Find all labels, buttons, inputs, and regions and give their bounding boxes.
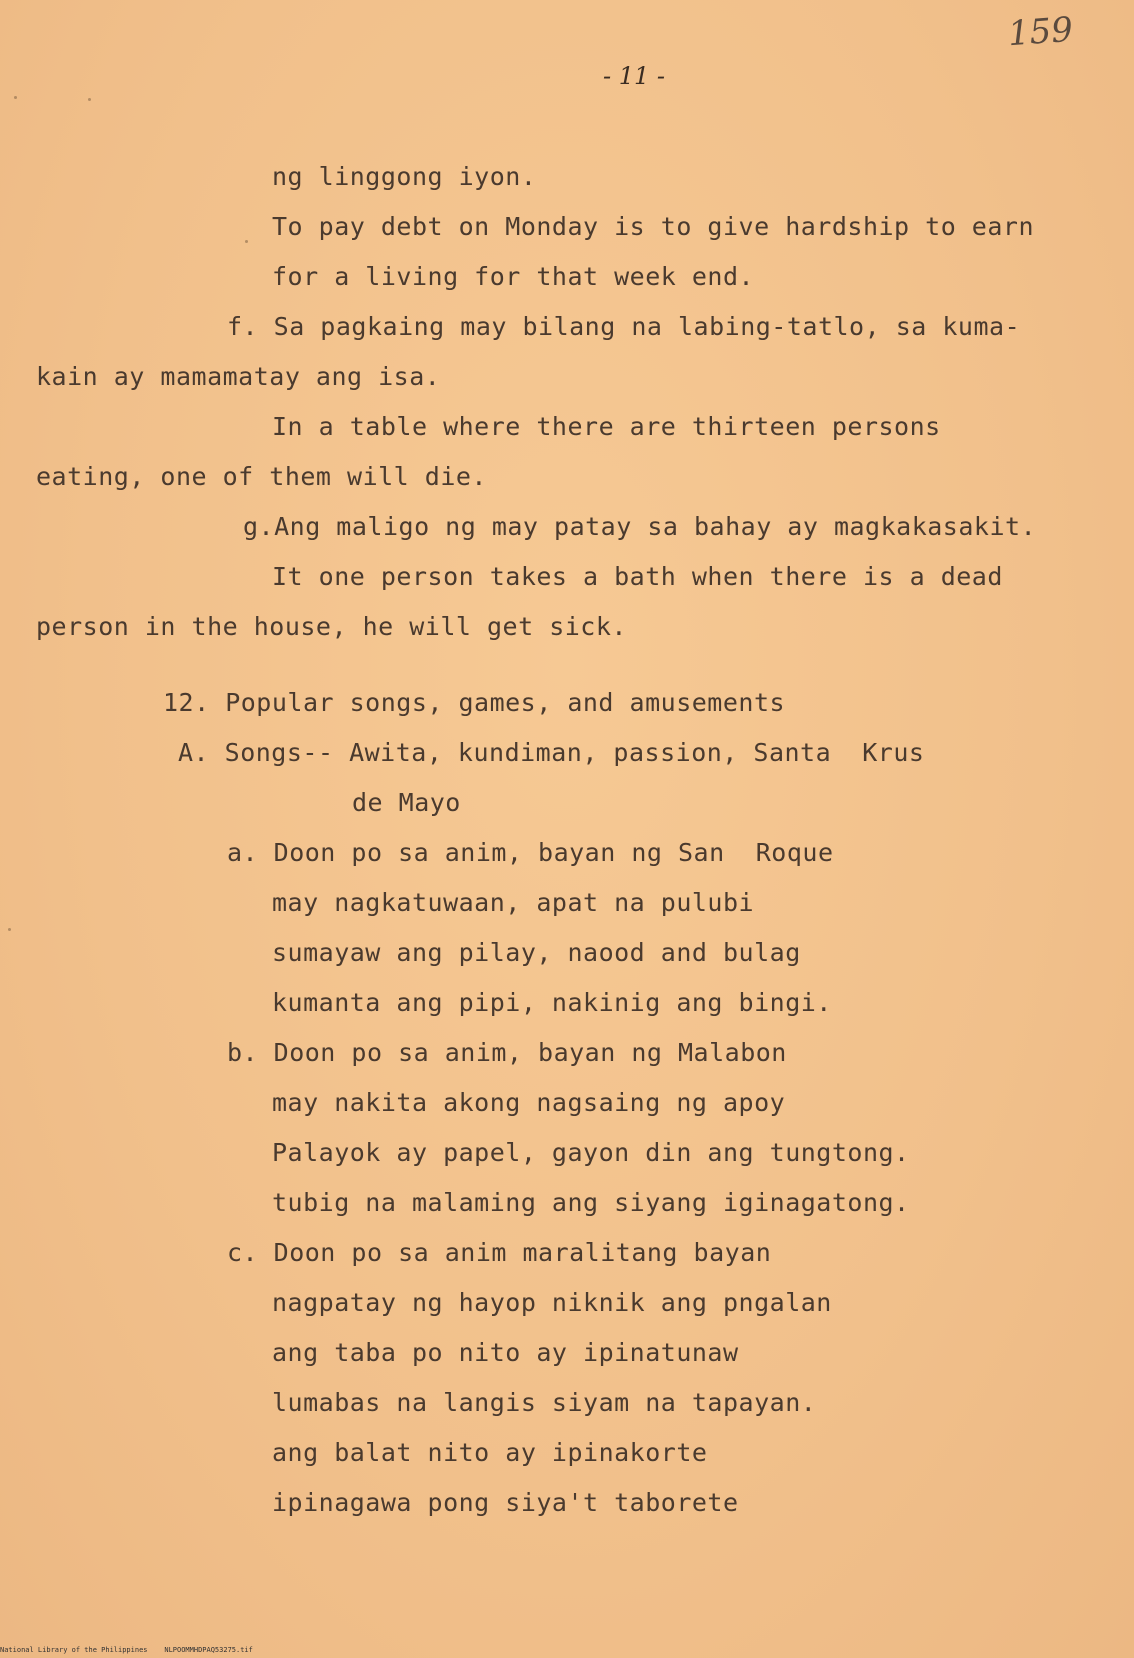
text-line: sumayaw ang pilay, naood and bulag <box>272 938 801 967</box>
text-line: b. Doon po sa anim, bayan ng Malabon <box>227 1038 787 1067</box>
text-line: ipinagawa pong siya't taborete <box>272 1488 739 1517</box>
paper-speck <box>14 96 17 99</box>
text-line: g.Ang maligo ng may patay sa bahay ay magkakasakit. <box>243 512 1037 541</box>
text-line: person in the house, he will get sick. <box>36 612 627 641</box>
text-line: Palayok ay papel, gayon din ang tungtong. <box>272 1138 910 1167</box>
paper-speck <box>88 98 91 101</box>
text-line: kain ay mamamatay ang isa. <box>36 362 441 391</box>
text-line: may nakita akong nagsaing ng apoy <box>272 1088 786 1117</box>
section-heading: 12. Popular songs, games, and amusements <box>163 688 786 717</box>
text-line: f. Sa pagkaing may bilang na labing-tatlo, sa kuma- <box>227 312 1021 341</box>
page-number: - 11 - <box>603 62 666 90</box>
paper-speck <box>245 240 248 243</box>
text-line: lumabas na langis siyam na tapayan. <box>272 1388 817 1417</box>
paper-speck <box>8 928 11 931</box>
text-line: kumanta ang pipi, nakinig ang bingi. <box>272 988 832 1017</box>
subsection-heading: A. Songs-- Awita, kundiman, passion, Santa Krus <box>178 738 925 767</box>
text-line: ang balat nito ay ipinakorte <box>272 1438 708 1467</box>
text-line: ng linggong iyon. <box>272 162 537 191</box>
text-line: eating, one of them will die. <box>36 462 487 491</box>
text-line: ang taba po nito ay ipinatunaw <box>272 1338 739 1367</box>
text-line: To pay debt on Monday is to give hardship to earn <box>272 212 1035 241</box>
folio-number: 159 <box>1006 9 1075 55</box>
archive-footer: National Library of the Philippines NLPOOMMHDPAQ53275.tif <box>0 1646 253 1654</box>
text-line: tubig na malaming ang siyang iginagatong. <box>272 1188 910 1217</box>
text-line: nagpatay ng hayop niknik ang pngalan <box>272 1288 832 1317</box>
text-line: a. Doon po sa anim, bayan ng San Roque <box>227 838 834 867</box>
text-line: for a living for that week end. <box>272 262 755 291</box>
text-line: may nagkatuwaan, apat na pulubi <box>272 888 755 917</box>
text-line: It one person takes a bath when there is a dead <box>272 562 1003 591</box>
text-line: de Mayo <box>352 788 461 817</box>
text-line: c. Doon po sa anim maralitang bayan <box>227 1238 772 1267</box>
text-line: In a table where there are thirteen persons <box>272 412 941 441</box>
